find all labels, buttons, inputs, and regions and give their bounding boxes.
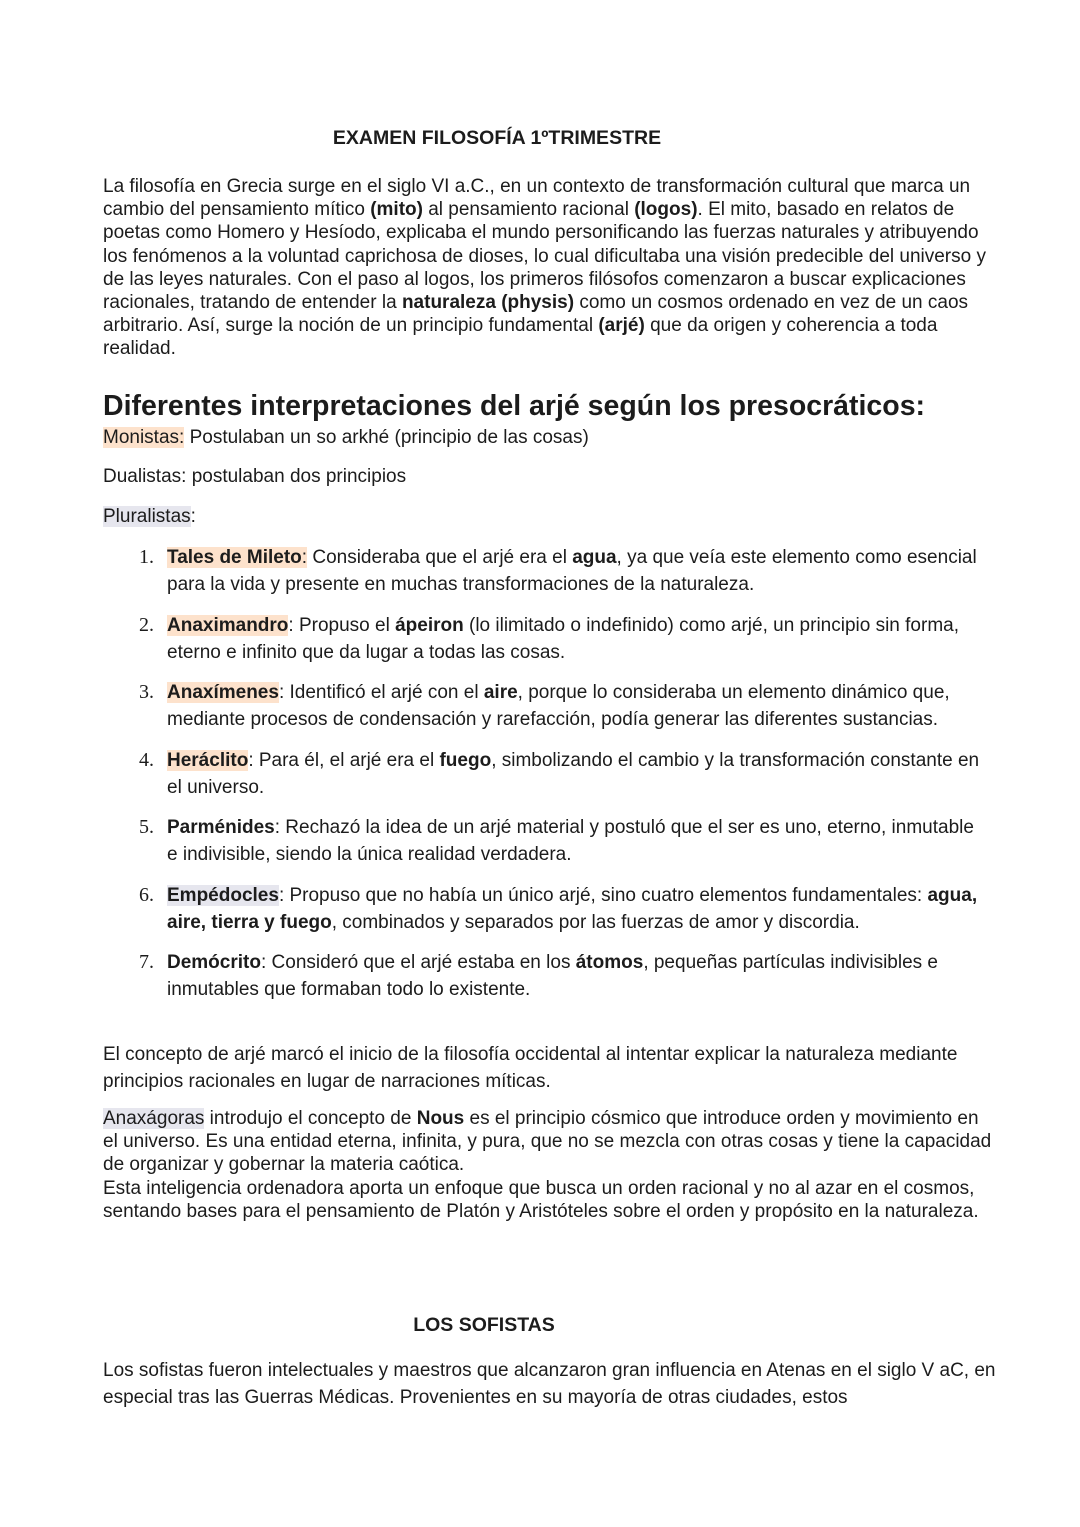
intro-bold-physis: naturaleza (physis) (401, 292, 575, 314)
item-bold: agua, aire, tierra y fuego (167, 884, 978, 933)
item-bold: agua (572, 547, 617, 568)
list-number: 7. (139, 951, 154, 973)
philosopher-name: Empédocles (167, 884, 279, 906)
nous-paragraph (103, 1107, 998, 1223)
intro-text: como un cosmos ordenado en vez de un caos arbitrario. Así, surge la noción de un principio fundamental (103, 292, 969, 337)
item-bold: ápeiron (395, 614, 464, 636)
closing-paragraph: El concepto de arjé marcó el inicio de la filosofía occidental al intentar explicar la naturaleza mediante principios racionales en lugar de narraciones míticas. (103, 1044, 958, 1092)
pluralistas-line (103, 505, 196, 529)
section-subtitle: Diferentes interpretaciones del arjé según los presocráticos: (103, 390, 926, 422)
item-text: , ya que veía este elemento como esencial para la vida y presente en muchas transformaciones de la naturaleza. (167, 547, 977, 595)
philosopher-name: Parménides (167, 817, 275, 838)
intro-text: . El mito, basado en relatos de poetas como Homero y Hesíodo, explicaba el mundo personificando las fuerzas naturales y atribuyendo los fenómenos a la voluntad caprichosa de dioses, lo cual dificultaba una visión predecible del universo y de las leyes naturales. Con el paso al logos, los primeros filósofos comenzaron a buscar explicaciones racionales, tratando de entender la (103, 199, 986, 314)
list-item (103, 882, 988, 936)
name-colon: : (301, 547, 308, 568)
item-text: : Para él, el arjé era el (248, 749, 440, 771)
nous-text: introdujo el concepto de (204, 1108, 417, 1129)
list-number: 6. (139, 883, 154, 906)
dualistas-line: Dualistas: postulaban dos principios (103, 466, 407, 487)
intro-text: al pensamiento racional (422, 199, 635, 221)
intro-text: La filosofía en Grecia surge en el siglo VI a.C., en un contexto de transformación cultural que marca un cambio del pensamiento mítico (103, 176, 971, 221)
nous-bold: Nous (416, 1108, 465, 1129)
monistas-line (103, 426, 589, 450)
nous-text-continued: Esta inteligencia ordenadora aporta un enfoque que busca un orden racional y no al azar en el cosmos, sentando bases para el pensamiento de Platón y Aristóteles sobre el orden y propósito en la naturaleza. (103, 1177, 979, 1222)
item-bold: aire (483, 682, 518, 703)
philosopher-name: Anaxímenes (167, 682, 279, 703)
list-item (103, 679, 988, 733)
list-number: 5. (139, 816, 154, 838)
item-text: , porque lo consideraba un elemento dinámico que, mediante procesos de condensación y rarefacción, podía generar las diferentes sustancias. (167, 682, 950, 730)
item-text: , simbolizando el cambio y la transformación constante en el universo. (167, 749, 980, 798)
item-text: : Identificó el arjé con el (278, 682, 484, 703)
nous-text: es el principio cósmico que introduce orden y movimiento en el universo. Es una entidad eterna, infinita, y pura, que no se mezcla con otras cosas y tiene la capacidad de organizar y gobernar la materia caótica. (103, 1108, 992, 1176)
document-title: EXAMEN FILOSOFÍA 1ºTRIMESTRE (332, 127, 662, 149)
list-item (103, 949, 988, 1003)
intro-bold-arje: (arjé) (598, 315, 645, 337)
list-number: 2. (139, 613, 154, 636)
intro-bold-mito: (mito) (370, 199, 423, 221)
intro-paragraph (103, 175, 998, 361)
list-item (103, 612, 988, 666)
monistas-label: Monistas: (103, 427, 185, 448)
list-item (103, 747, 988, 801)
philosopher-name: Anaximandro (167, 614, 289, 636)
pluralistas-label: Pluralistas (103, 506, 191, 527)
item-text: Consideraba que el arjé era el (307, 547, 573, 568)
philosopher-name: Heráclito (167, 749, 249, 771)
intro-text: que da origen y coherencia a toda realidad. (103, 315, 938, 360)
item-text: : Consideró que el arjé estaba en los (260, 952, 576, 973)
list-item (103, 544, 988, 598)
monistas-text: Postulaban un so arkhé (principio de las cosas) (184, 427, 589, 448)
sofistas-title: LOS SOFISTAS (413, 1314, 555, 1336)
list-number: 3. (139, 681, 154, 703)
item-text: : Rechazó la idea de un arjé material y postuló que el ser es uno, eterno, inmutable e indivisible, siendo la única realidad verdadera. (167, 817, 974, 865)
philosophers-list (103, 544, 988, 1017)
list-number: 1. (139, 546, 154, 568)
intro-bold-logos: (logos) (634, 199, 698, 221)
pluralistas-colon: : (190, 506, 196, 527)
philosopher-name: Demócrito (167, 952, 261, 973)
list-number: 4. (139, 748, 154, 771)
item-bold: átomos (575, 952, 644, 973)
list-item (103, 814, 988, 868)
item-bold: fuego (439, 749, 492, 771)
item-text: : Propuso que no había un único arjé, sino cuatro elementos fundamentales: (278, 884, 928, 906)
anaxagoras-name: Anaxágoras (103, 1108, 205, 1129)
item-text: (lo ilimitado o indefinido) como arjé, un principio sin forma, eterno e infinito que da lugar a todas las cosas. (167, 614, 959, 663)
philosopher-name: Tales de Mileto (167, 547, 302, 568)
sofistas-paragraph: Los sofistas fueron intelectuales y maestros que alcanzaron gran influencia en Atenas en el siglo V aC, en especial tras las Guerras Médicas. Provenientes en su mayoría de otras ciudades, estos (103, 1360, 996, 1408)
item-text: , combinados y separados por las fuerzas de amor y discordia. (331, 911, 860, 933)
item-text: , pequeñas partículas indivisibles e inmutables que formaban todo lo existente. (167, 952, 938, 1000)
item-text: : Propuso el (288, 614, 396, 636)
